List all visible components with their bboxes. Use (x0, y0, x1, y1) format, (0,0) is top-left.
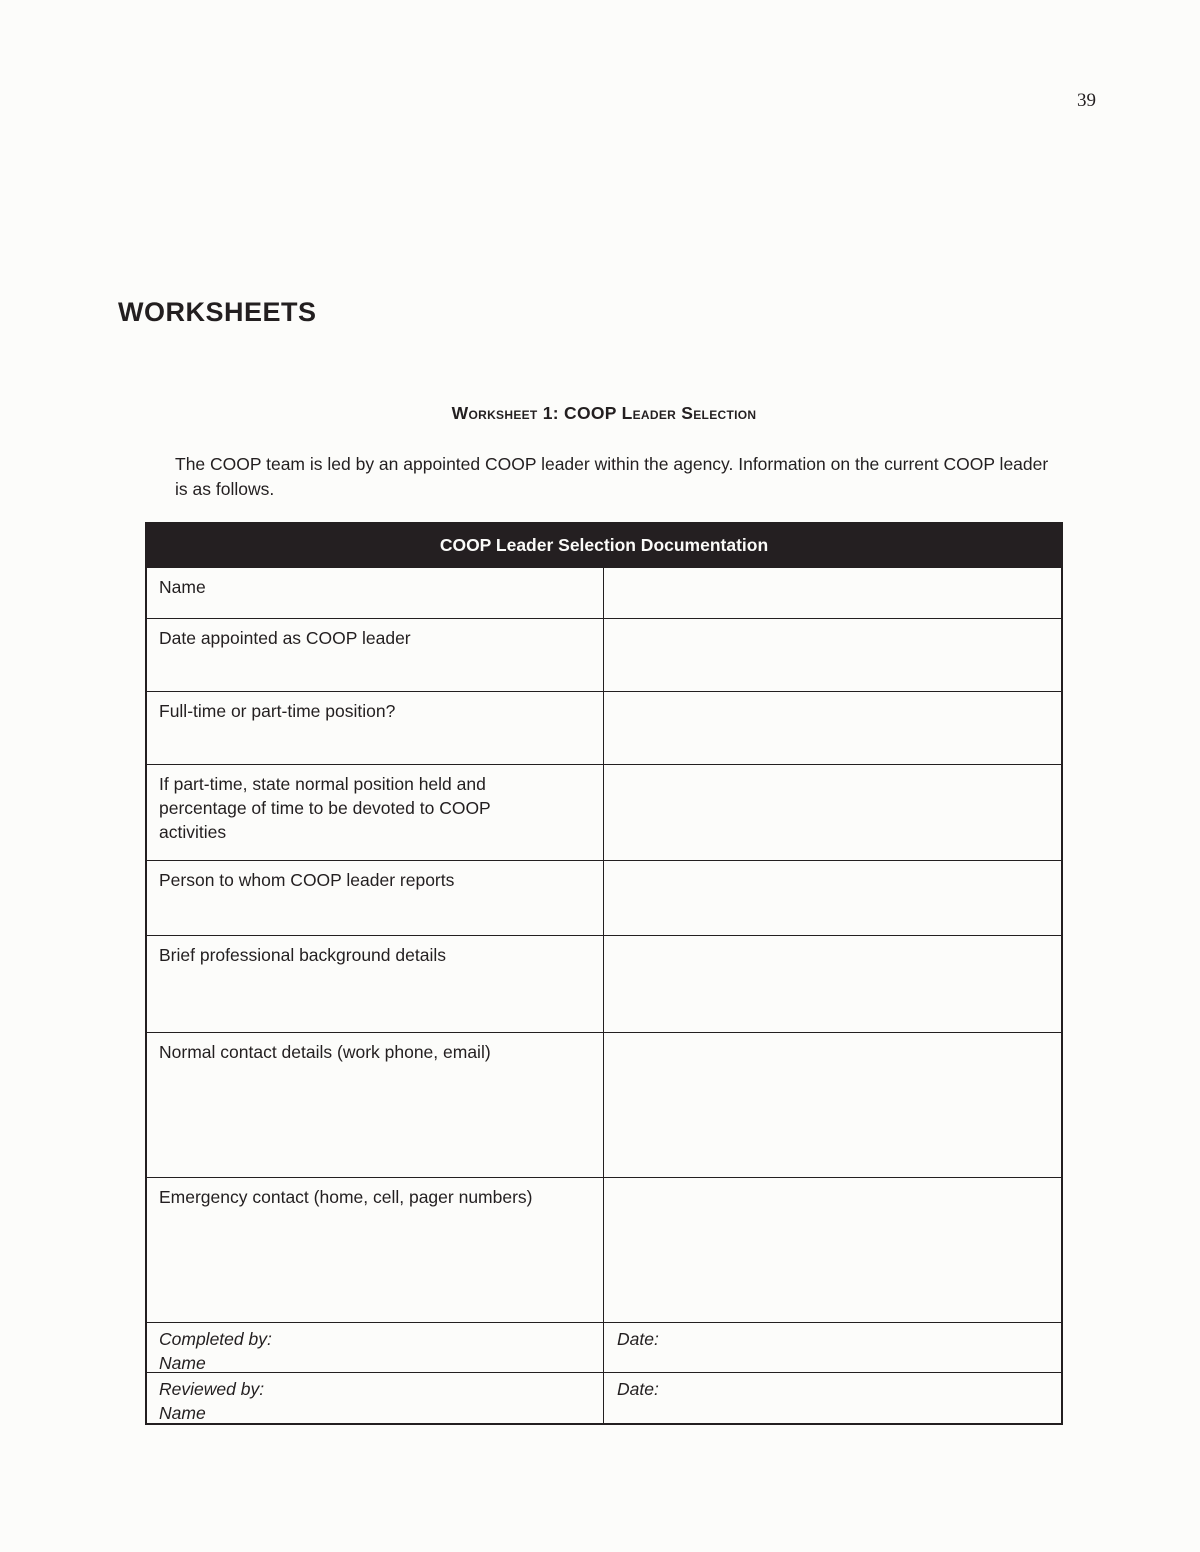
table-row-background (147, 935, 1061, 1032)
row-value-cell (604, 1033, 1061, 1177)
signoff-date-cell (604, 1323, 1061, 1372)
table-row-emergency-contact (147, 1177, 1061, 1322)
row-label-cell (147, 692, 604, 764)
row-label: Emergency contact (home, cell, pager numbers) (159, 1187, 533, 1207)
signoff-role-label: Reviewed by: (159, 1379, 265, 1399)
row-label: Date appointed as COOP leader (159, 628, 411, 648)
signoff-label-cell (147, 1323, 604, 1372)
signoff-date-label: Date: (617, 1329, 659, 1349)
row-value-cell (604, 936, 1061, 1032)
signoff-role-label: Completed by: (159, 1329, 272, 1349)
row-label: Name (159, 577, 206, 597)
table-row-reviewed-by (147, 1372, 1061, 1423)
row-label-cell (147, 1178, 604, 1322)
signoff-name-label: Name (159, 1403, 206, 1423)
row-value-cell (604, 692, 1061, 764)
row-value-cell (604, 765, 1061, 860)
table-row-reports-to (147, 860, 1061, 935)
worksheet-subtitle: Worksheet 1: COOP Leader Selection (451, 403, 757, 423)
table-row-date-appointed (147, 618, 1061, 691)
row-label-cell (147, 765, 604, 860)
page-number: 39 (1077, 90, 1096, 111)
row-label-cell (147, 936, 604, 1032)
row-label-cell (147, 619, 604, 691)
signoff-label-cell (147, 1373, 604, 1423)
row-label: Full-time or part-time position? (159, 701, 396, 721)
row-label: Normal contact details (work phone, email) (159, 1042, 491, 1062)
signoff-name-label: Name (159, 1353, 206, 1373)
row-value-cell (604, 568, 1061, 618)
row-label: If part-time, state normal position held and percentage of time to be devoted to COOP activities (159, 774, 491, 842)
row-label: Brief professional background details (159, 945, 446, 965)
document-title: WORKSHEETS (118, 297, 317, 327)
table-row-normal-contact (147, 1032, 1061, 1177)
table-row-parttime-details (147, 764, 1061, 860)
signoff-date-label: Date: (617, 1379, 659, 1399)
table-row-name (147, 567, 1061, 618)
table-row-fulltime-parttime (147, 691, 1061, 764)
intro-paragraph: The COOP team is led by an appointed COOP leader within the agency. Information on the current COOP leader is as follows. (175, 454, 1049, 499)
coop-leader-table (145, 522, 1063, 1425)
table-row-completed-by (147, 1322, 1061, 1372)
row-label-cell (147, 1033, 604, 1177)
row-label-cell (147, 861, 604, 935)
table-header: COOP Leader Selection Documentation (147, 524, 1061, 567)
row-value-cell (604, 861, 1061, 935)
row-value-cell (604, 1178, 1061, 1322)
row-label: Person to whom COOP leader reports (159, 870, 455, 890)
signoff-date-cell (604, 1373, 1061, 1423)
row-label-cell (147, 568, 604, 618)
row-value-cell (604, 619, 1061, 691)
